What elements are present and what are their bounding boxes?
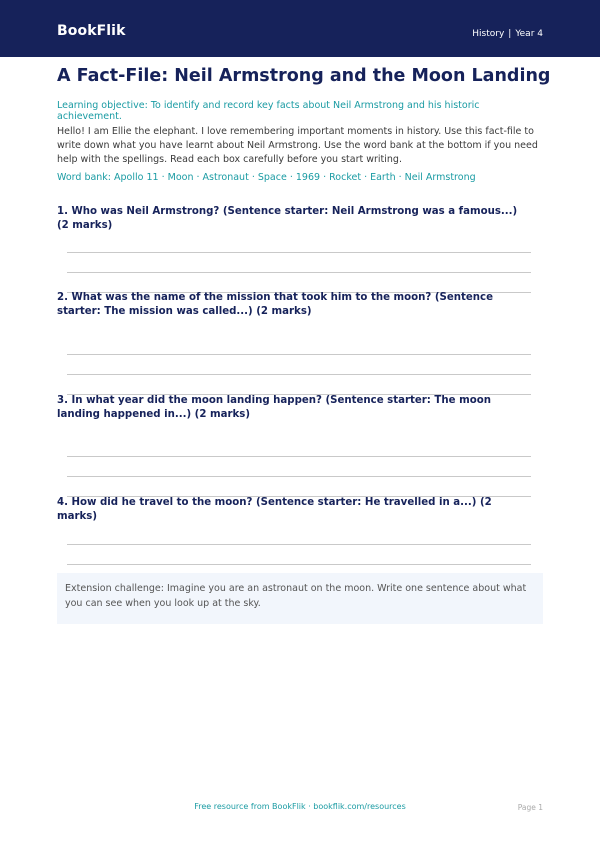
intro-paragraph: Hello! I am Ellie the elephant. I love remembering important moments in history. Use this fact-file to write down what you have learnt about Neil Armstrong. Use the word bank at the bottom if you need help with the spellings. Read each box carefully before you start writing. [57,126,538,165]
answer-line-1b[interactable] [67,272,531,273]
answer-line-1a[interactable] [67,252,531,253]
meta-separator: | [508,29,512,39]
brand-logo-text: BookFlik [57,23,126,39]
question-4: 4. How did he travel to the moon? (Sentence starter: He travelled in a...) (2 marks) [57,497,492,522]
page-number: Page 1 [517,803,543,812]
question-1: 1. Who was Neil Armstrong? (Sentence starter: Neil Armstrong was a famous...) (2 marks) [57,206,518,231]
word-bank: Word bank: Apollo 11 · Moon · Astronaut · Space · 1969 · Rocket · Earth · Neil Armstrong [57,172,476,183]
subject-year-label [472,29,543,39]
extension-challenge-box [57,573,543,624]
answer-line-3a[interactable] [67,456,531,457]
page-title: A Fact-File: Neil Armstrong and the Moon Landing [57,66,551,86]
answer-line-3b[interactable] [67,476,531,477]
question-2: 2. What was the name of the mission that took him to the moon? (Sentence starter: The mission was called...) (2 marks) [57,292,494,317]
footer-credit: Free resource from BookFlik · bookflik.com/resources [194,802,406,811]
answer-line-2b[interactable] [67,374,531,375]
top-banner [0,0,600,57]
answer-line-4a[interactable] [67,544,531,545]
extension-challenge-text: Extension challenge: Imagine you are an astronaut on the moon. Write one sentence about what you can see when you look up at the sky. [65,583,527,609]
subject-label: History [472,29,505,39]
question-3: 3. In what year did the moon landing happen? (Sentence starter: The moon landing happened in...) (2 marks) [57,395,491,420]
answer-line-2a[interactable] [67,354,531,355]
learning-objective: Learning objective: To identify and record key facts about Neil Armstrong and his historic achievement. [57,100,480,122]
year-label: Year 4 [515,29,543,39]
answer-line-4b[interactable] [67,564,531,565]
